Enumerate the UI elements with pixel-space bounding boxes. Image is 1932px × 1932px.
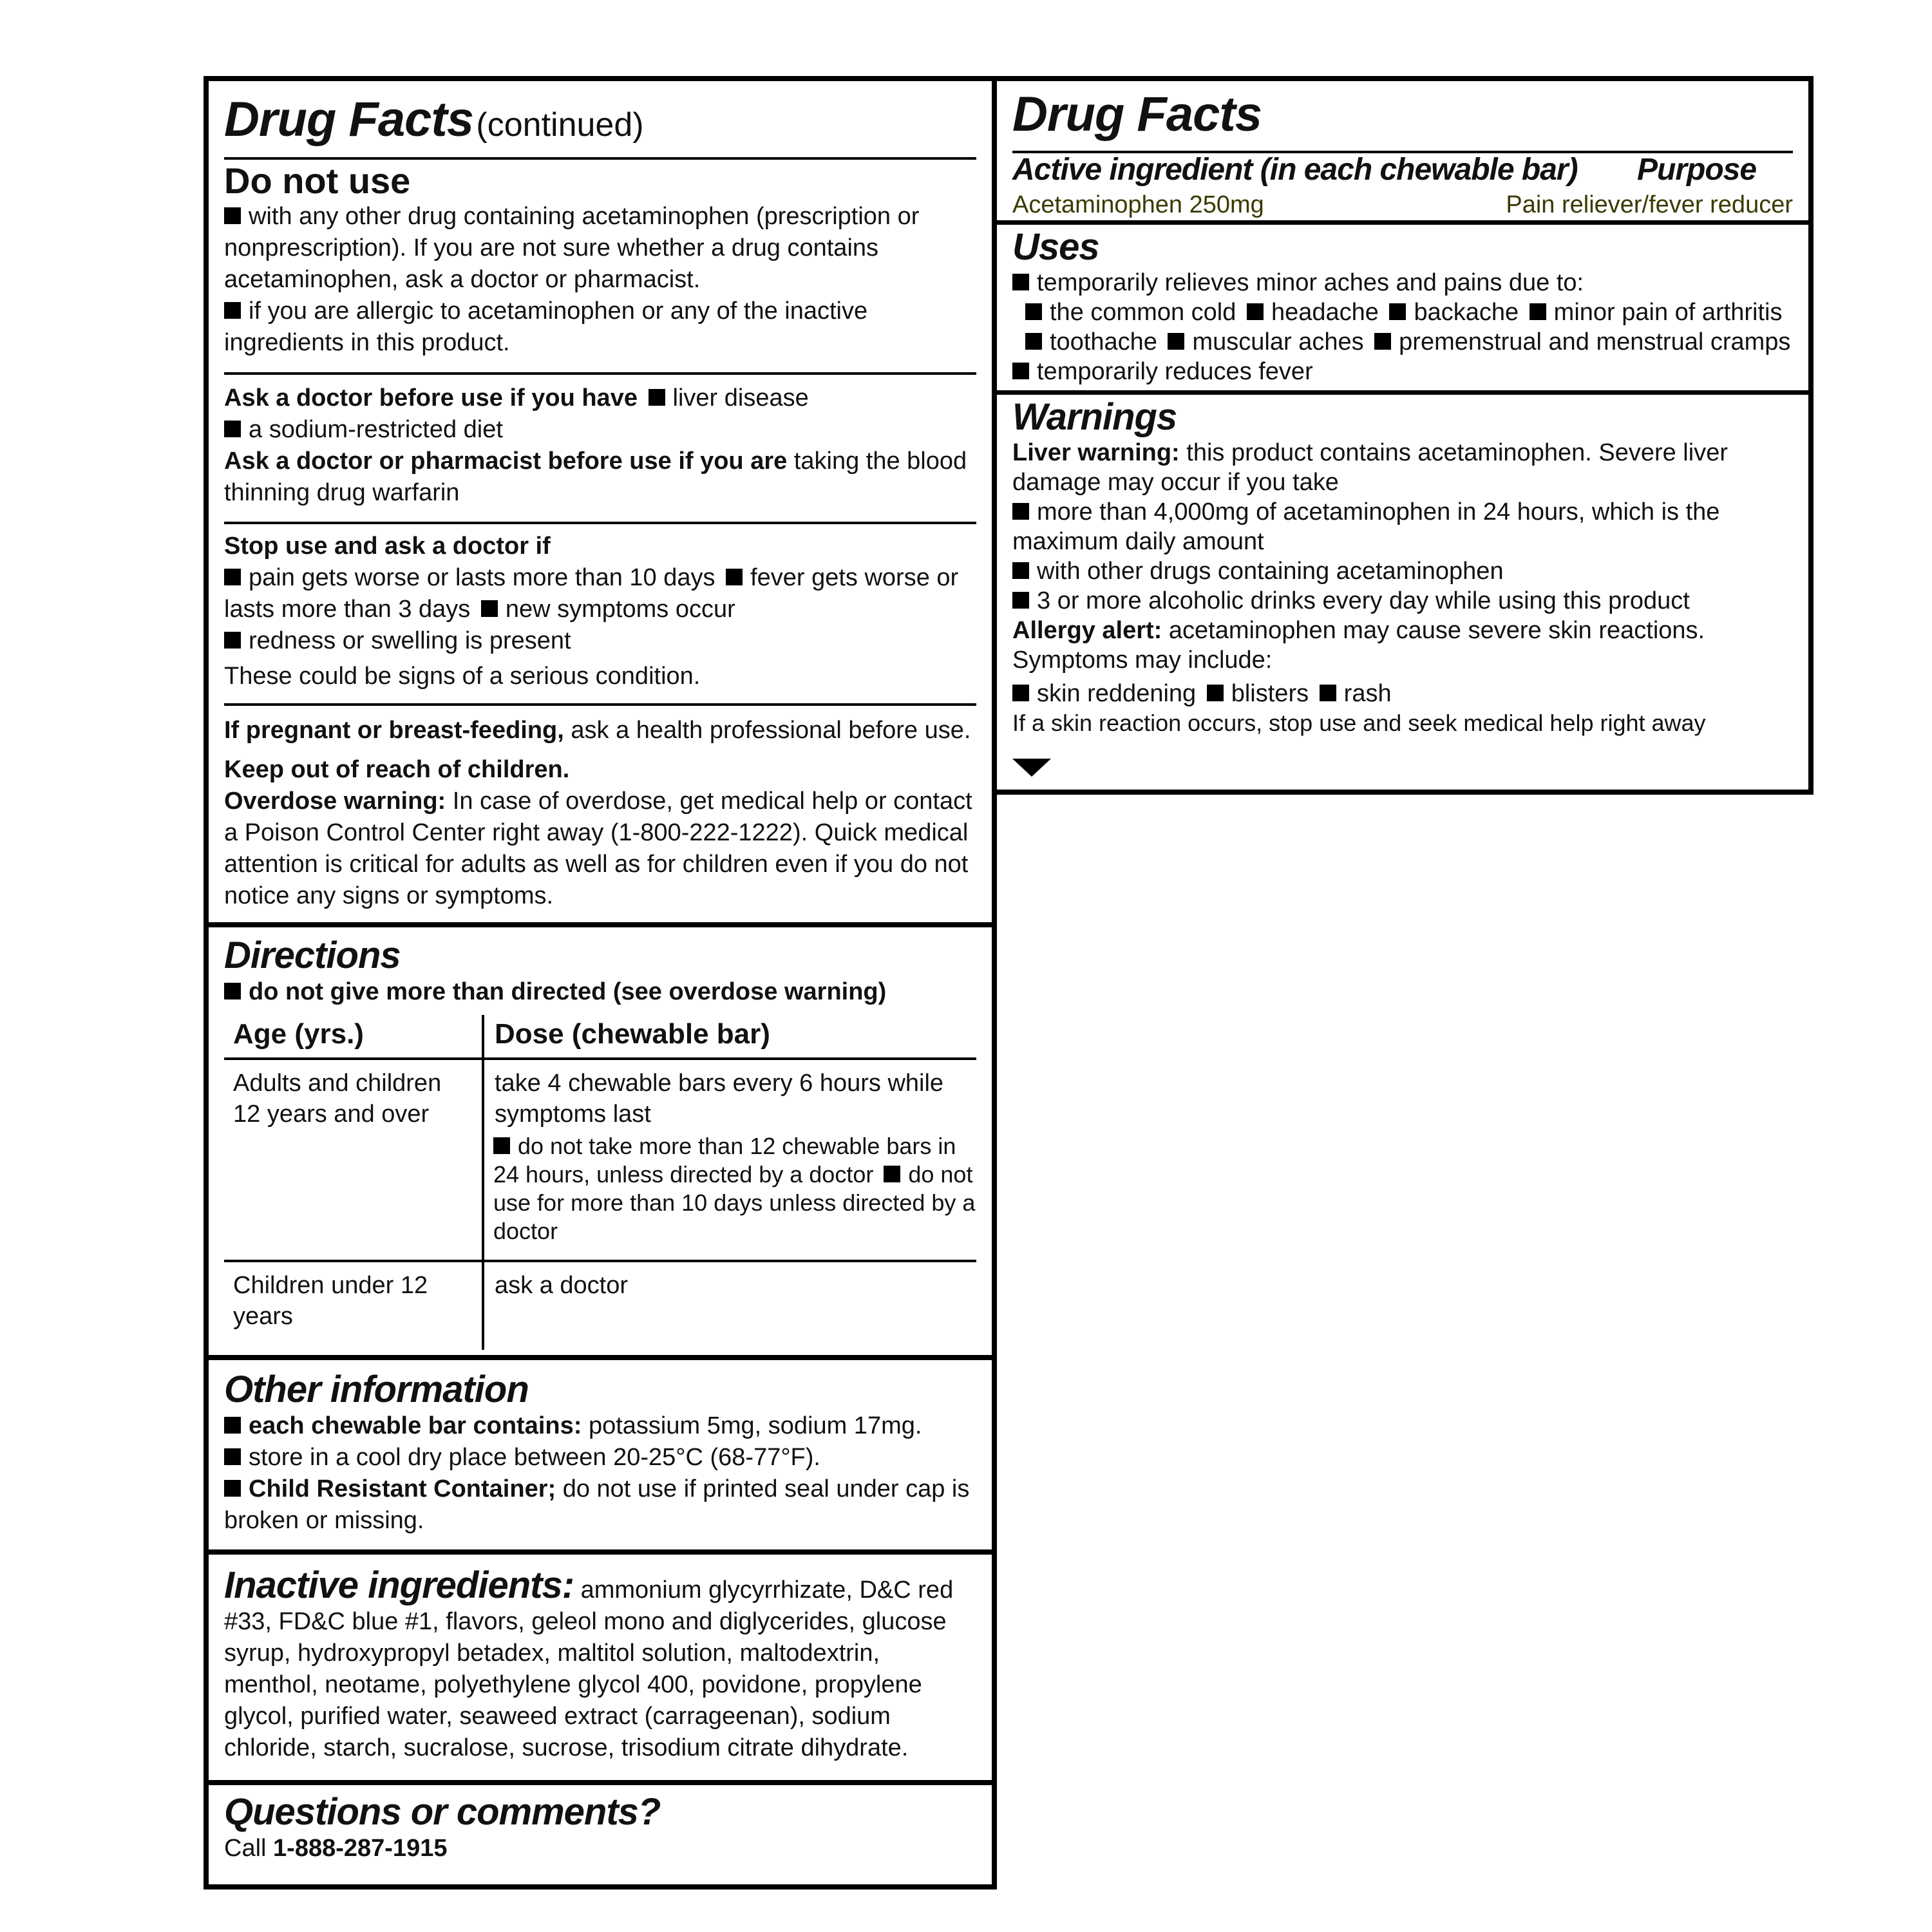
bullet-square-icon <box>224 1448 241 1465</box>
stop-use-item: redness or swelling is present <box>249 627 571 654</box>
bullet-square-icon <box>726 569 743 585</box>
uses-sub-item: minor pain of arthritis <box>1553 298 1783 326</box>
panel-title: Drug Facts <box>224 92 473 147</box>
bullet-square-icon <box>481 600 498 617</box>
inactive-ingredients-section <box>224 1565 976 1764</box>
table-header-dose: Dose (chewable bar) <box>495 1018 770 1050</box>
bullet-square-icon <box>649 389 665 406</box>
panel-title: Drug Facts <box>1012 87 1262 142</box>
questions-section <box>224 1792 976 1864</box>
table-row-children-age: Children under 12 years <box>233 1272 428 1330</box>
divider <box>224 703 976 706</box>
bullet-square-icon <box>224 207 241 224</box>
bullet-square-icon <box>1374 333 1391 350</box>
other-information-heading: Other information <box>224 1368 529 1410</box>
directions-panel <box>204 922 997 1360</box>
bullet-square-icon <box>224 983 241 999</box>
directions-heading: Directions <box>224 934 401 976</box>
inactive-ingredients-text: ammonium glycyrrhizate, D&C red #33, FD&C blue #1, flavors, geleol mono and diglycerides, glucose syrup, hydroxypropyl betadex, maltitol solution, maltodextrin, menthol, neotame, polyethylene glycol 400, povidone, propylene glycol, purified water, seaweed extract (carrageenan), sodium chloride, starch, sucralose, sucrose, trisodium citrate dihydrate. <box>224 1577 954 1761</box>
liver-warning-item: more than 4,000mg of acetaminophen in 24 hours, which is the maximum daily amount <box>1012 498 1720 555</box>
directions-item: do not give more than directed (see overdose warning) <box>249 978 887 1005</box>
bullet-square-icon <box>1012 562 1029 579</box>
allergy-item: skin reddening <box>1037 679 1197 707</box>
ask-doctor-section <box>224 383 976 509</box>
other-information-panel <box>204 1355 997 1555</box>
table-column-divider <box>482 1015 484 1350</box>
other-info-text: do not use if printed seal under cap is broken or missing. <box>224 1475 970 1534</box>
bullet-square-icon <box>1168 333 1184 350</box>
inactive-ingredients-heading: Inactive ingredients: <box>224 1564 574 1606</box>
warnings-section <box>1012 397 1793 738</box>
table-row-children-dose: ask a doctor <box>495 1272 628 1299</box>
questions-panel <box>204 1780 997 1889</box>
uses-sub-item: toothache <box>1050 328 1157 355</box>
other-info-text: store in a cool dry place between 20-25°C (68-77°F). <box>249 1443 820 1471</box>
pregnant-text: ask a health professional before use. <box>571 717 971 744</box>
bullet-square-icon <box>224 1480 241 1497</box>
allergy-item: blisters <box>1231 679 1309 707</box>
uses-sub-item: muscular aches <box>1192 328 1364 355</box>
other-information-section <box>224 1369 976 1537</box>
bullet-square-icon <box>224 632 241 649</box>
bullet-square-icon <box>1389 303 1406 320</box>
liver-warning-text: this product contains acetaminophen. Severe liver damage may occur if you take <box>1012 439 1728 496</box>
inactive-ingredients-panel <box>204 1549 997 1785</box>
ask-doctor-item: a sodium-restricted diet <box>249 416 503 443</box>
continued-title <box>224 94 976 146</box>
uses-heading: Uses <box>1012 226 1099 268</box>
active-ingredient-row <box>1012 189 1793 221</box>
do-not-use-item: with any other drug containing acetaminophen (prescription or nonprescription). If you are not sure whether a drug contains acetaminophen, ask a doctor or pharmacist. <box>224 202 920 293</box>
pregnant-lead: If pregnant or breast-feeding, <box>224 717 564 744</box>
bullet-square-icon <box>224 569 241 585</box>
allergy-alert-text: acetaminophen may cause severe skin reactions. Symptoms may include: <box>1012 616 1705 674</box>
bullet-square-icon <box>224 302 241 319</box>
liver-warning-item: with other drugs containing acetaminophen <box>1037 557 1504 585</box>
purpose-value: Pain reliever/fever reducer <box>1506 191 1793 218</box>
ask-pharmacist-lead: Ask a doctor or pharmacist before use if you are <box>224 448 788 475</box>
table-row-divider <box>224 1260 976 1262</box>
stop-use-item: new symptoms occur <box>505 596 735 623</box>
bullet-square-icon <box>1012 363 1029 379</box>
uses-section <box>1012 227 1793 386</box>
bullet-square-icon <box>1012 592 1029 609</box>
table-row-adults-dose: take 4 chewable bars every 6 hours while symptoms last <box>495 1070 944 1128</box>
bullet-square-icon <box>224 1417 241 1434</box>
ask-doctor-item: liver disease <box>672 384 809 412</box>
stop-use-heading: Stop use and ask a doctor if <box>224 533 551 560</box>
drug-facts-continued-panel <box>204 76 997 927</box>
bullet-square-icon <box>1025 333 1042 350</box>
uses-sub-item: the common cold <box>1050 298 1236 326</box>
other-info-lead: each chewable bar contains: <box>249 1412 582 1439</box>
skin-reaction-note: If a skin reaction occurs, stop use and seek medical help right away <box>1012 709 1706 736</box>
warnings-heading: Warnings <box>1012 396 1177 438</box>
table-row-adults-note: do not take more than 12 chewable bars in 24 hours, unless directed by a doctor do not use for more than 10 days unless directed by a doctor <box>493 1133 976 1244</box>
phone-number-link[interactable]: 1-888-287-1915 <box>273 1834 448 1862</box>
table-header-age: Age (yrs.) <box>233 1018 364 1050</box>
section-bar <box>997 220 1808 225</box>
bullet-square-icon <box>224 421 241 437</box>
allergy-alert-lead: Allergy alert: <box>1012 616 1162 644</box>
overdose-lead: Overdose warning: <box>224 788 446 815</box>
uses-item: temporarily relieves minor aches and pains due to: <box>1037 269 1584 296</box>
bullet-square-icon <box>1320 685 1336 701</box>
bullet-square-icon <box>884 1166 900 1182</box>
drug-facts-panel <box>992 76 1814 795</box>
bullet-square-icon <box>1207 685 1224 701</box>
table-row-adults-age: Adults and children 12 years and over <box>233 1070 442 1128</box>
panel-title-suffix: (continued) <box>476 106 644 144</box>
bullet-square-icon <box>1012 274 1029 290</box>
continued-arrow-icon <box>1012 759 1051 777</box>
uses-item: temporarily reduces fever <box>1037 357 1313 385</box>
liver-warning-item: 3 or more alcoholic drinks every day while using this product <box>1037 587 1690 614</box>
divider <box>224 157 976 160</box>
stop-use-item: fever gets worse or lasts more than 3 days <box>224 564 959 623</box>
uses-sub-item: headache <box>1271 298 1379 326</box>
pregnant-section <box>224 715 976 912</box>
bullet-square-icon <box>493 1137 510 1154</box>
directions-section <box>224 935 976 1008</box>
stop-use-item: pain gets worse or lasts more than 10 days <box>249 564 715 591</box>
bullet-square-icon <box>1012 685 1029 701</box>
uses-sub-item: premenstrual and menstrual cramps <box>1399 328 1791 355</box>
table-header-divider <box>224 1057 976 1060</box>
drug-facts-title <box>1012 89 1793 140</box>
other-info-text: potassium 5mg, sodium 17mg. <box>588 1412 922 1439</box>
overdose-text: In case of overdose, get medical help or contact a Poison Control Center right away (1-800-222-1222). Quick medical attention is critical for adults as well as for children even if you do not notice any signs or symptoms. <box>224 788 972 909</box>
stop-use-section <box>224 531 976 692</box>
ask-pharmacist-text: taking the blood thinning drug warfarin <box>224 448 967 506</box>
do-not-use-section <box>224 161 976 359</box>
bullet-square-icon <box>1025 303 1042 320</box>
other-info-lead: Child Resistant Container; <box>249 1475 556 1502</box>
uses-sub-item: backache <box>1414 298 1519 326</box>
do-not-use-item: if you are allergic to acetaminophen or any of the inactive ingredients in this product. <box>224 297 868 356</box>
do-not-use-heading: Do not use <box>224 160 411 201</box>
questions-call: Call <box>224 1834 267 1862</box>
ask-doctor-lead: Ask a doctor before use if you have <box>224 384 638 412</box>
dosage-table <box>224 1015 976 1350</box>
active-ingredient-header <box>1012 153 1793 187</box>
keep-out-warning: Keep out of reach of children. <box>224 756 570 783</box>
active-ingredient-heading: Active ingredient (in each chewable bar) <box>1012 153 1578 187</box>
bullet-square-icon <box>1530 303 1546 320</box>
section-bar <box>997 390 1808 395</box>
divider <box>224 372 976 375</box>
purpose-heading: Purpose <box>1637 153 1757 187</box>
bullet-square-icon <box>1012 503 1029 520</box>
allergy-item: rash <box>1343 679 1392 707</box>
overdose-warning <box>224 786 976 912</box>
active-ingredient-value: Acetaminophen 250mg <box>1012 191 1264 218</box>
questions-heading: Questions or comments? <box>224 1791 661 1833</box>
bullet-square-icon <box>1247 303 1264 320</box>
divider <box>224 522 976 524</box>
liver-warning-lead: Liver warning: <box>1012 439 1180 466</box>
stop-use-note: These could be signs of a serious condition. <box>224 663 701 690</box>
